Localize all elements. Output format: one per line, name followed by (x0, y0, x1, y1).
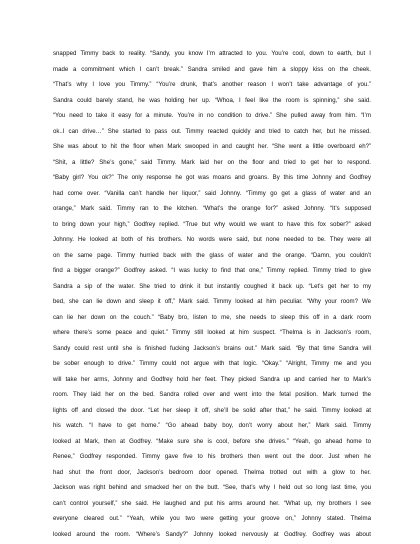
text-line: ok..I can drive…” She started to pass out. Timmy reacted quickly and tried to catch her, but he missed. (53, 127, 371, 135)
text-line: Sandra could barely stand, he was holding her up. “Whoa, I feel like the room is spinning,” she said. (53, 96, 371, 104)
text-line: on the same page. Timmy hurried back with the glass of water and the orange. “Damn, you couldn’t (53, 251, 371, 259)
text-line: to bring down your high,” Godfrey replied. “True but why would we want to have this fox sober?” asked (53, 220, 371, 228)
text-line: made a commitment which I can’t break.” Sandra smiled and gave him a sloppy kiss on the cheek. (53, 65, 371, 73)
text-line: had shut the front door, Jackson’s bedroom door opened. Thelma trotted out with a glow to her. (53, 468, 371, 476)
text-line: his watch. “I have to get home.” “Go ahead baby boy, don’t worry about her,” Mark said. Timmy (53, 422, 371, 429)
text-line: looked at Mark, then at Godfrey. “Make sure she is cool, before she drives.” “Yeah, go ahead home to (53, 437, 371, 445)
text-line: can’t control yourself,” she said. He laughed and put his arms around her. “What up, my brothers I see (53, 499, 371, 507)
text-line: “Shit, a little? She’s gone,” said Timmy. Mark laid her on the floor and tried to get her to respond. (53, 158, 371, 166)
text-line: snapped Timmy back to reality. “Sandy, you know I’m attracted to you. You’re cool, down to earth, but I (53, 50, 371, 57)
text-line: had come over. “Vanilla can’t handle her liquor,” said Johnny. “Timmy go get a glass of water and an (53, 189, 371, 197)
body-text (53, 46, 371, 542)
text-line: can lie her down on the couch.” “Baby bro, listen to me, she needs to sleep this off in a dark room (53, 313, 371, 321)
text-line: She was about to hit the floor when Mark swooped in and caught her. “She went a little overboard eh?” (53, 143, 371, 150)
text-line: will take her arms, Johnny and Godfrey hold her feet. They picked Sandra up and carried her to Mark’s (53, 375, 371, 383)
text-line: room. They laid her on the bed. Sandra rolled over and went into the fetal position. Mark turned the (53, 391, 371, 398)
text-line: Jackson was right behind and smacked her on the butt. “See, that’s why I held out so long last time, you (53, 484, 371, 491)
text-line: Sandra a sip of the water. She tried to drink it but instantly coughed it back up. “Let’s get her to my (53, 282, 371, 290)
text-line: “You need to take it easy for a minute. You’re in no condition to drive.” She pulled away from him. “I’m (53, 112, 371, 119)
text-line: find a bigger orange?” Godfrey asked. “I was lucky to find that one,” Timmy replied. Timmy tried to give (53, 267, 371, 274)
text-line: “Baby girl? You ok?” The only response he got was moans and groans. By this time Johnny and Godfrey (53, 174, 371, 181)
text-line: everyone cleared out.” “Yeah, while you two were getting your groove on,” Johnny stated. Thelma (53, 515, 371, 522)
text-line: lights off and closed the door. “Let her sleep it off, she’ll be solid after that,” he said. Timmy looked at (53, 406, 371, 414)
text-line: orange,” Mark said. Timmy ran to the kitchen. “What’s the orange for?” asked Johnny. “It’s supposed (53, 205, 371, 212)
text-line: Renee,” Godfrey responded. Timmy gave five to his brothers then went out the door. Just when he (53, 453, 371, 460)
text-line: “That’s why I love you Timmy.” “You’re drunk, that’s another reason I won’t take advantage of you.” (53, 81, 371, 88)
text-line: looked around the room. “Where’s Sandy?” Johnny looked nervously at Godfrey. Godfrey was about (53, 530, 371, 538)
text-line: be sober enough to drive.” Timmy could not argue with that logic. “Okay.” “Alright, Timmy me and you (53, 360, 371, 367)
text-line: Johnny. He looked at both of his brothers. No words were said, but none needed to be. They were all (53, 236, 371, 243)
text-line: where there’s some peace and quiet.” Timmy still looked at him suspect. “Thelma is in Jackson’s room, (53, 329, 371, 336)
text-line: bed, she can lie down and sleep it off,” Mark said. Timmy looked at him peculiar. “Why your room? We (53, 298, 371, 305)
text-line: Sandy could rest until she is finished fucking Jackson’s brains out.” Mark said. “By that time Sandra will (53, 344, 371, 352)
